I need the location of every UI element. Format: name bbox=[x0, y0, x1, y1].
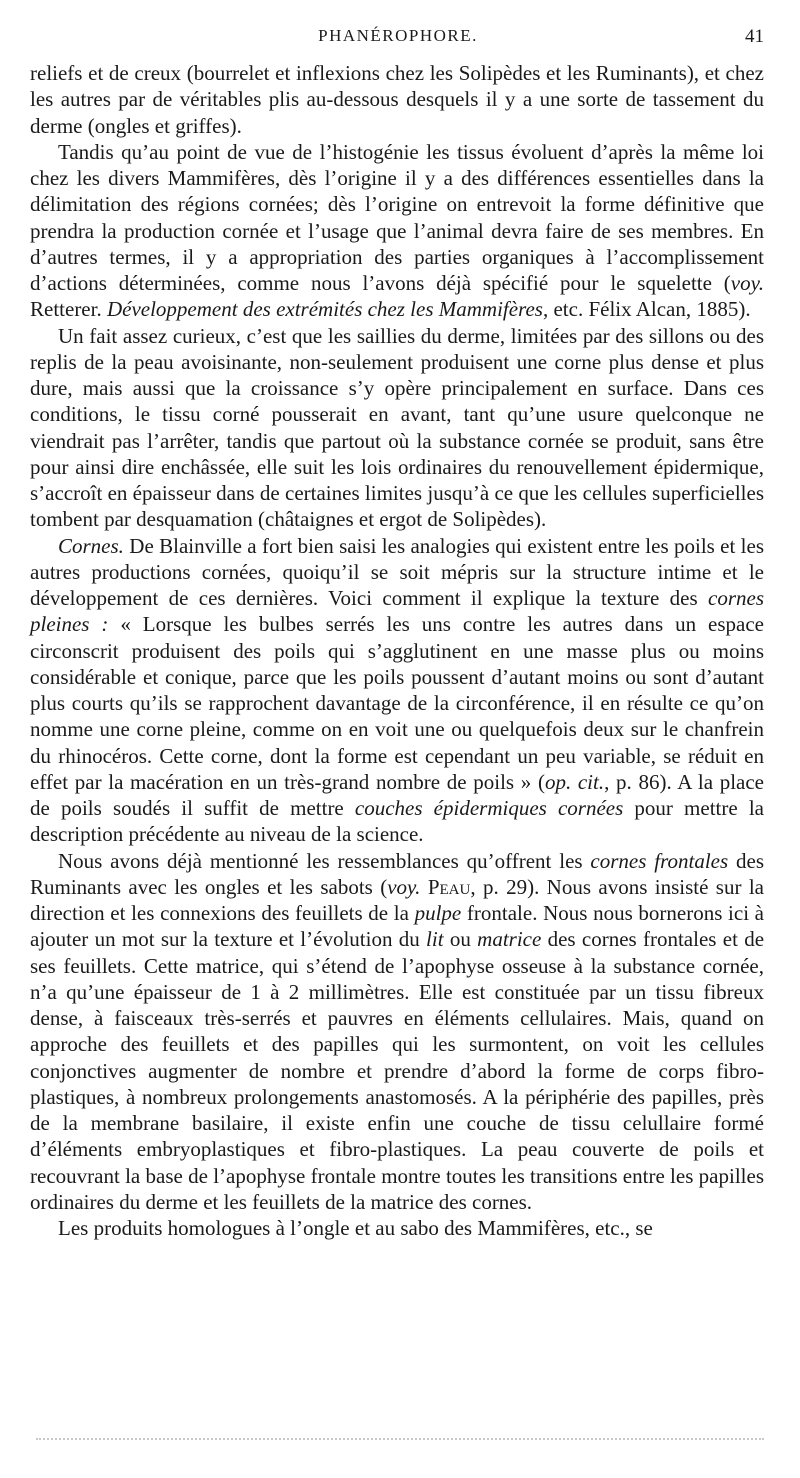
paragraph-continuation: reliefs et de creux (bourrelet et inflexions chez les Solipèdes et les Ruminants), et chez les autres par de véritables plis au-dessous desquels il y a une sorte de tassement du derme (ongles et griffes). bbox=[30, 61, 764, 138]
bleed-through-line bbox=[36, 1438, 764, 1444]
paragraph-cornes: Cornes. De Blainville a fort bien saisi les analogies qui existent entre les poils et les autres productions cornées, quoiqu’il se soit mépris sur la structure intime et le développement de ces dernières. Voici comment il explique la texture des cornes pleines : « Lorsque les bulbes serrés les uns contre les autres dans un espace circonscrit produisent des poils qui s’agglutinent en une masse plus ou moins considérable et conique, parce que les poils poussent d’autant moins ou sont d’autant plus courts qu’ils se rapprochent davantage de la circonférence, il en résulte ce qu’on nomme une corne pleine, comme on en voit une ou quelquefois deux sur le chanfrein du rhinocéros. Cette corne, dont la forme est cependant un peu variable, se réduit en effet par la macération en un très-grand nombre de poils » (op. cit., p. 86). A la place de poils soudés il suffit de mettre couches épidermiques cornées pour mettre la description précédente au niveau de la science. bbox=[30, 533, 764, 847]
paragraph-saillies-derme: Un fait assez curieux, c’est que les saillies du derme, limitées par des sillons ou des replis de la peau avoisinante, non-seulement produisent une corne plus dense et plus dure, mais aussi que la croissance s’y opère principalement en surface. Dans ces conditions, le tissu corné pousserait en avant, tant qu’une usure quelconque ne viendrait pas l’arrêter, tandis que partout où la substance cornée se produit, sans être pour ainsi dire enchâssée, elle suit les lois ordinaires du renouvellement épidermique, s’accroît en épaisseur dans de certaines limites jusqu’à ce que les cellules superficielles tombent par desquamation (châtaignes et ergot de Solipèdes). bbox=[30, 323, 764, 532]
paragraph-cornes-frontales: Nous avons déjà mentionné les ressemblances qu’offrent les cornes frontales des Ruminants avec les ongles et les sabots (voy. Peau, p. 29). Nous avons insisté sur la direction et les connexions des feuillets de la pulpe frontale. Nous nous bornerons ici à ajouter un mot sur la texture et l’évolution du lit ou matrice des cornes frontales et de ses feuillets. Cette matrice, qui s’étend de l’apophyse osseuse à la substance cornée, n’a qu’une épaisseur de 1 à 2 millimètres. Elle est constituée par un tissu fibreux dense, à faisceaux très-serrés et pauvres en éléments cellulaires. Mais, quand on approche des feuillets et des papilles qui les surmontent, on voit les cellules conjonctives augmenter de nombre et prendre d’abord la forme de corps fibro-plastiques, à nombreux prolongements anastomosés. A la périphérie des papilles, près de la membrane basilaire, il existe enfin une couche de tissu celullaire formé d’éléments embryoplastiques et fibro-plastiques. La peau couverte de poils et recouvrant la base de l’apophyse frontale montre toutes les transitions entre les papilles ordinaires du derme et les feuillets de la matrice des cornes. bbox=[30, 848, 765, 1214]
page-number: 41 bbox=[745, 26, 764, 47]
page-header bbox=[30, 26, 766, 58]
paragraph-histogenie: Tandis qu’au point de vue de l’histogénie les tissus évoluent d’après la même loi chez les divers Mammifères, dès l’origine il y a des différences essentielles dans la délimitation des régions cornées; dès l’origine on entrevoit la forme définitive que prendra la production cornée et l’usage que l’animal devra faire de ses membres. En d’autres termes, il y a appropriation des parties organiques à l’accomplissement d’actions déterminées, comme nous l’avons déjà spécifié pour le squelette (voy. Retterer. Développement des extrémités chez les Mammifères, etc. Félix Alcan, 1885). bbox=[30, 139, 764, 322]
running-title: PHANÉROPHORE. bbox=[318, 26, 478, 45]
paragraph-produits-homologues: Les produits homologues à l’ongle et au sabo des Mammifères, etc., se bbox=[58, 1216, 653, 1240]
page-body bbox=[30, 60, 764, 1241]
